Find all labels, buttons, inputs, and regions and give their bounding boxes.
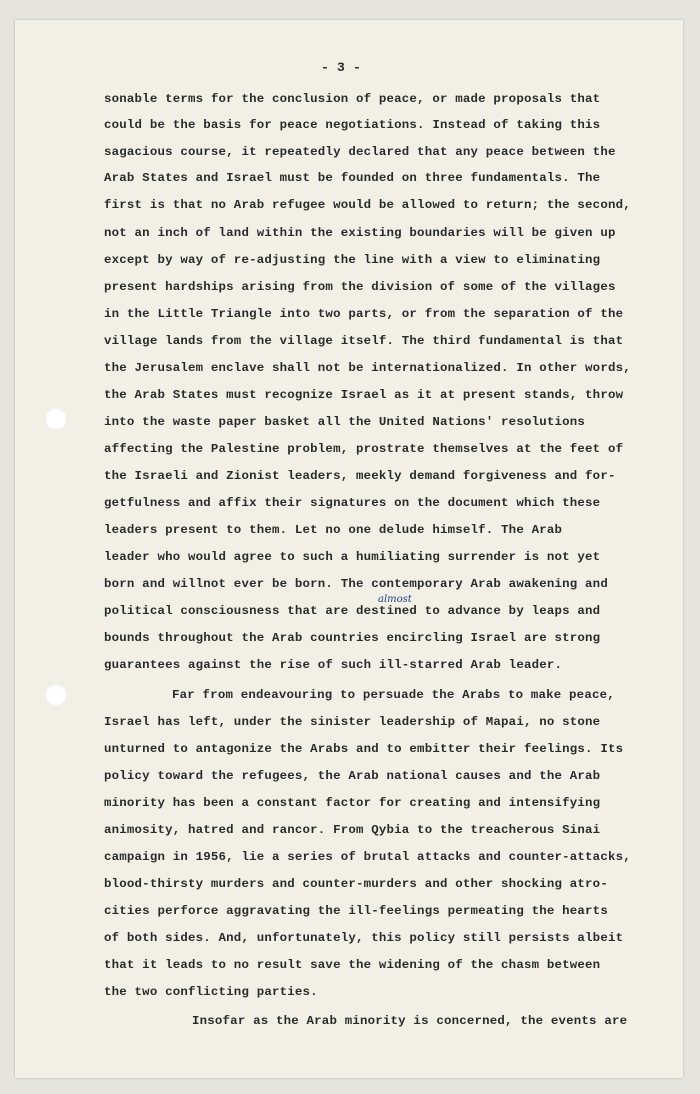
text-line: the Israeli and Zionist leaders, meekly demand forgiveness and for-	[104, 469, 616, 483]
text-line: getfulness and affix their signatures on the document which these	[104, 496, 601, 510]
text-line: animosity, hatred and rancor. From Qybia to the treacherous Sinai	[104, 823, 601, 837]
punch-hole	[45, 684, 67, 706]
text-line: unturned to antagonize the Arabs and to embitter their feelings. Its	[104, 742, 624, 756]
text-line: Far from endeavouring to persuade the Arabs to make peace,	[172, 688, 615, 702]
text-line: leaders present to them. Let no one delude himself. The Arab	[104, 523, 563, 537]
handwritten-insertion: almost	[378, 594, 412, 605]
text-line: Arab States and Israel must be founded on three fundamentals. The	[104, 171, 601, 185]
text-line: that it leads to no result save the widening of the chasm between	[104, 958, 601, 972]
text-line: the Jerusalem enclave shall not be internationalized. In other words,	[104, 361, 631, 375]
text-line: not an inch of land within the existing boundaries will be given up	[104, 226, 616, 240]
text-line: the two conflicting parties.	[104, 985, 318, 999]
text-line: could be the basis for peace negotiations. Instead of taking this	[104, 118, 601, 132]
text-line: blood-thirsty murders and counter-murders and other shocking atro-	[104, 877, 608, 891]
text-line: cities perforce aggravating the ill-feelings permeating the hearts	[104, 904, 608, 918]
text-line: leader who would agree to such a humiliating surrender is not yet	[104, 550, 601, 564]
text-line: in the Little Triangle into two parts, or from the separation of the	[104, 307, 624, 321]
text-line: political consciousness that are destined to advance by leaps and	[104, 604, 601, 618]
text-line: affecting the Palestine problem, prostrate themselves at the feet of	[104, 442, 624, 456]
text-line: guarantees against the rise of such ill-starred Arab leader.	[104, 658, 563, 672]
text-line: Insofar as the Arab minority is concerned, the events are	[192, 1014, 628, 1028]
punch-hole	[45, 408, 67, 430]
text-line: minority has been a constant factor for creating and intensifying	[104, 796, 601, 810]
text-line: policy toward the refugees, the Arab national causes and the Arab	[104, 769, 601, 783]
text-line: village lands from the village itself. The third fundamental is that	[104, 334, 624, 348]
page-number: - 3 -	[321, 60, 362, 75]
text-line: present hardships arising from the division of some of the villages	[104, 280, 616, 294]
text-line: bounds throughout the Arab countries encircling Israel are strong	[104, 631, 601, 645]
text-line: of both sides. And, unfortunately, this policy still persists albeit	[104, 931, 624, 945]
text-line: campaign in 1956, lie a series of brutal attacks and counter-attacks,	[104, 850, 631, 864]
text-line: Israel has left, under the sinister leadership of Mapai, no stone	[104, 715, 601, 729]
text-line: sagacious course, it repeatedly declared that any peace between the	[104, 145, 616, 159]
text-line: sonable terms for the conclusion of peace, or made proposals that	[104, 92, 601, 106]
text-line: the Arab States must recognize Israel as it at present stands, throw	[104, 388, 624, 402]
text-line: born and willnot ever be born. The contemporary Arab awakening and	[104, 577, 608, 591]
text-line: first is that no Arab refugee would be allowed to return; the second,	[104, 198, 631, 212]
text-line: into the waste paper basket all the United Nations' resolutions	[104, 415, 586, 429]
text-line: except by way of re-adjusting the line with a view to eliminating	[104, 253, 601, 267]
